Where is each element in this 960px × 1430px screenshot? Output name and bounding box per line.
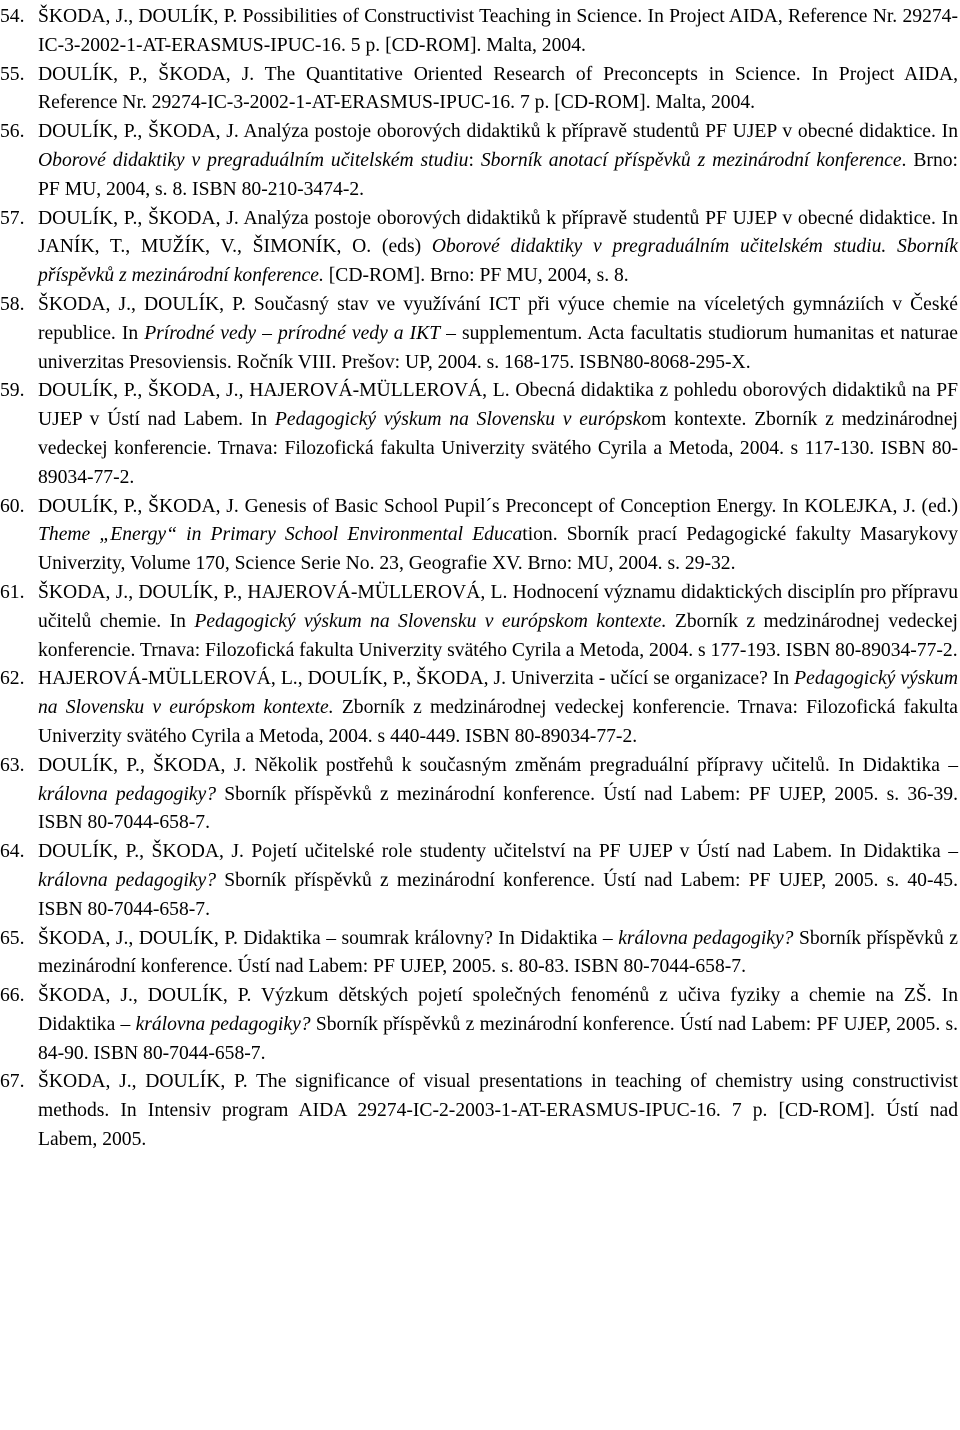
reference-number: 56. (0, 121, 25, 143)
reference-item (0, 838, 958, 924)
reference-item (0, 3, 958, 61)
reference-segment: ŠKODA, J., DOULÍK, P. Současný stav ve využívání ICT při výuce chemie na víceletých gymnáziích v České republice. In (38, 293, 958, 344)
reference-segment: Sborník příspěvků z mezinárodní konference. Ústí nad Labem: PF UJEP, 2005. s. 84-90. ISBN 80-7044-658-7. (38, 1013, 958, 1064)
reference-text (38, 205, 958, 291)
reference-segment: DOULÍK, P., ŠKODA, J. Analýza postoje oborových didaktiků k přípravě studentů PF UJEP v obecné didaktice. In JANÍK, T., MUŽÍK, V., ŠIMONÍK, O. (eds) (38, 207, 958, 258)
reference-item (0, 61, 958, 119)
reference-item (0, 752, 958, 838)
reference-item (0, 579, 958, 665)
reference-item (0, 205, 958, 291)
reference-item (0, 377, 958, 492)
reference-number: 61. (0, 581, 25, 603)
reference-segment: [CD-ROM]. Brno: PF MU, 2004, s. 8. (323, 265, 629, 287)
reference-segment: DOULÍK, P., ŠKODA, J. Pojetí učitelské role studenty učitelství na PF UJEP v Ústí nad Labem. In Didaktika – (38, 841, 958, 863)
reference-segment: tion. Sborník prací Pedagogické fakulty Masarykovy Univerzity, Volume 170, Science Serie No. 23, Geografie XV. Brno: MU, 2004. s. 29-32. (38, 524, 958, 575)
reference-text (38, 982, 958, 1068)
reference-number: 60. (0, 495, 25, 517)
reference-item (0, 1068, 958, 1154)
reference-segment: DOULÍK, P., ŠKODA, J. Několik postřehů k současným změnám pregraduální přípravy učitelů. In Didaktika – (38, 754, 958, 776)
reference-number: 55. (0, 63, 25, 85)
reference-segment: : (468, 149, 481, 171)
reference-text (38, 838, 958, 924)
reference-segment: ŠKODA, J., DOULÍK, P. Výzkum dětských pojetí společných fenoménů z učiva fyziky a chemie na ZŠ. In Didaktika – (38, 985, 958, 1035)
reference-segment: ŠKODA, J., DOULÍK, P., HAJEROVÁ-MÜLLEROVÁ, L. Hodnocení významu didaktických disciplín pro přípravu učitelů chemie. In (38, 581, 958, 632)
reference-segment: m kontexte. Zborník z medzinárodnej vedeckej konferencie. Trnava: Filozofická fakulta Univerzity svätého Cyrila a Metoda, 2004. s 117-130. ISBN 80-89034-77-2. (38, 409, 958, 488)
reference-segment: Sborník příspěvků z mezinárodní konference. Ústí nad Labem: PF UJEP, 2005. s. 40-45. ISBN 80-7044-658-7. (38, 869, 958, 920)
reference-segment: . Brno: PF MU, 2004, s. 8. ISBN 80-210-3474-2. (38, 149, 958, 200)
reference-segment: DOULÍK, P., ŠKODA, J. Analýza postoje oborových didaktiků k přípravě studentů PF UJEP v obecné didaktice. In (38, 121, 958, 143)
reference-italic-segment: královna pedagogiky? (38, 783, 216, 805)
reference-segment: – supplementum. Acta facultatis studiorum humanitas et naturae univerzitas Presoviensis. Ročník VIII. Prešov: UP, 2004. s. 168-175. ISBN80-8068-295-X. (38, 322, 958, 373)
reference-item (0, 291, 958, 377)
reference-number: 62. (0, 668, 25, 690)
reference-text (38, 665, 958, 751)
reference-segment: Zborník z medzinárodnej vedeckej konferencie. Trnava: Filozofická fakulta Univerzity svätého Cyrila a Metoda, 2004. s 440-449. ISBN 80-89034-77-2. (38, 697, 958, 747)
reference-list (0, 3, 958, 1155)
reference-italic-segment: královna pedagogiky? (618, 927, 794, 949)
reference-segment: DOULÍK, P., ŠKODA, J. Genesis of Basic School Pupil´s Preconcept of Conception Energy. In KOLEJKA, J. (ed.) (38, 495, 958, 517)
reference-text (38, 579, 958, 665)
reference-text (38, 118, 958, 204)
reference-text (38, 377, 958, 492)
reference-italic-segment: Theme „Energy“ in Primary School Environmental Educa (38, 524, 523, 546)
reference-italic-segment: Sborník anotací příspěvků z mezinárodní konference (480, 149, 902, 171)
reference-italic-segment: Oborové didaktiky v pregraduálním učitelském studiu. Sborník příspěvků z mezinárodní konference. (38, 236, 959, 287)
reference-segment: Sborník příspěvků z mezinárodní konference. Ústí nad Labem: PF UJEP, 2005. s. 36-39. ISBN 80-7044-658-7. (38, 783, 958, 834)
reference-item (0, 665, 958, 751)
reference-segment: DOULÍK, P., ŠKODA, J., HAJEROVÁ-MÜLLEROVÁ, L. Obecná didaktika z pohledu oborových didaktiků na PF UJEP v Ústí nad Labem. In (38, 380, 958, 431)
reference-item (0, 925, 958, 983)
reference-segment: Zborník z medzinárodnej vedeckej konferencie. Trnava: Filozofická fakulta Univerzity svätého Cyrila a Metoda, 2004. s 177-193. ISBN 80-89034-77-2. (38, 610, 958, 661)
reference-text (38, 61, 958, 119)
reference-number: 59. (0, 380, 25, 402)
reference-italic-segment: královna pedagogiky? (135, 1013, 311, 1035)
reference-italic-segment: Pedagogický výskum na Slovensku v európskom kontexte. (38, 668, 959, 719)
reference-item (0, 493, 958, 579)
reference-item (0, 982, 958, 1068)
reference-number: 65. (0, 927, 25, 949)
reference-text (38, 925, 958, 983)
reference-segment: Sborník příspěvků z mezinárodní konference. Ústí nad Labem: PF UJEP, 2005. s. 80-83. ISBN 80-7044-658-7. (38, 927, 958, 978)
reference-number: 66. (0, 985, 25, 1007)
reference-italic-segment: královna pedagogiky? (38, 869, 216, 891)
reference-italic-segment: Pedagogický výskum na Slovensku v európskom kontexte. (194, 610, 667, 632)
reference-italic-segment: Prírodné vedy – prírodné vedy a IKT (144, 322, 441, 344)
reference-segment: ŠKODA, J., DOULÍK, P. Possibilities of Constructivist Teaching in Science. In Project AIDA, Reference Nr. 29274-IC-3-2002-1-AT-ERASMUS-IPUC-16. 5 p. [CD-ROM]. Malta, 2004. (38, 6, 958, 56)
reference-text (38, 3, 958, 61)
reference-number: 67. (0, 1071, 25, 1093)
reference-segment: HAJEROVÁ-MÜLLEROVÁ, L., DOULÍK, P., ŠKODA, J. Univerzita - učící se organizace? In (38, 668, 795, 690)
reference-text (38, 1068, 958, 1154)
reference-text (38, 291, 958, 377)
reference-item (0, 118, 958, 204)
reference-segment: ŠKODA, J., DOULÍK, P. Didaktika – soumrak královny? In Didaktika – (38, 927, 619, 949)
reference-segment: ŠKODA, J., DOULÍK, P. The significance of visual presentations in teaching of chemistry using constructivist methods. In Intensiv program AIDA 29274-IC-2-2003-1-AT-ERASMUS-IPUC-16. 7 p. [CD-ROM]. Ústí nad Labem, 2005. (38, 1071, 958, 1151)
reference-number: 64. (0, 841, 25, 863)
reference-number: 63. (0, 754, 25, 776)
reference-segment: DOULÍK, P., ŠKODA, J. The Quantitative Oriented Research of Preconcepts in Science. In Project AIDA, Reference Nr. 29274-IC-3-2002-1-AT-ERASMUS-IPUC-16. 7 p. [CD-ROM]. Malta, 2004. (38, 63, 958, 114)
reference-text (38, 493, 958, 579)
reference-number: 57. (0, 207, 25, 229)
reference-number: 54. (0, 6, 25, 27)
reference-number: 58. (0, 293, 25, 315)
reference-italic-segment: Pedagogický výskum na Slovensku v európsko (274, 409, 652, 431)
reference-italic-segment: Oborové didaktiky v pregraduálním učitelském studiu (38, 149, 469, 171)
reference-text (38, 752, 958, 838)
